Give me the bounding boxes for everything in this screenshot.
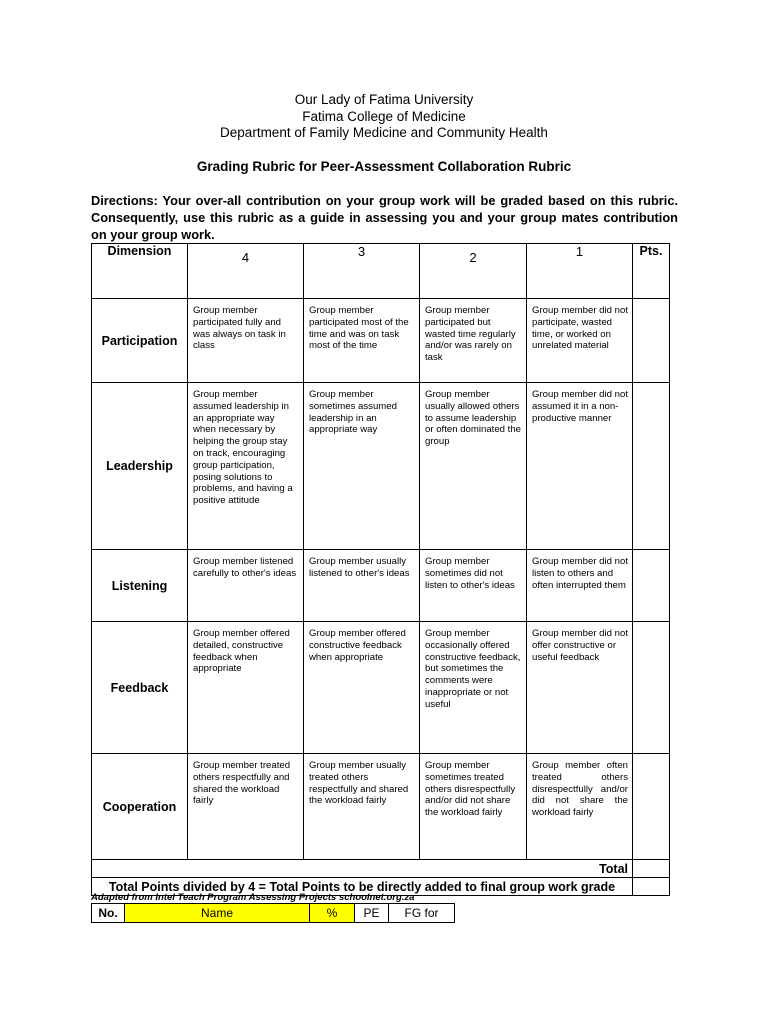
rubric-row-listening (92, 550, 670, 622)
score-col-pe: PE (355, 904, 389, 923)
criteria-cell: Group member did not listen to others and often interrupted them (527, 550, 633, 622)
score-header-row (92, 904, 455, 923)
criteria-cell: Group member sometimes assumed leadership in an appropriate way (304, 383, 420, 550)
criteria-cell: Group member assumed leadership in an appropriate way when necessary by helping the group stay on track, encouraging group participation, posing solutions to problems, and having a positive attitude (188, 383, 304, 550)
rubric-row-leadership (92, 383, 670, 550)
header-score-2: 2 (420, 244, 527, 299)
criteria-cell: Group member did not assumed it in a non-productive manner (527, 383, 633, 550)
dimension-label: Listening (92, 550, 188, 622)
score-col-name: Name (125, 904, 310, 923)
points-cell[interactable] (633, 754, 670, 860)
department-name: Department of Family Medicine and Community Health (220, 125, 548, 140)
criteria-cell: Group member treated others respectfully and shared the workload fairly (188, 754, 304, 860)
rubric-header-row (92, 244, 670, 299)
criteria-cell: Group member offered constructive feedback when appropriate (304, 622, 420, 754)
dimension-label: Cooperation (92, 754, 188, 860)
university-name: Our Lady of Fatima University (294, 92, 474, 107)
criteria-cell: Group member usually listened to other's ideas (304, 550, 420, 622)
points-cell[interactable] (633, 622, 670, 754)
criteria-cell: Group member offered detailed, constructive feedback when appropriate (188, 622, 304, 754)
points-cell[interactable] (633, 550, 670, 622)
header-score-1: 1 (527, 244, 633, 299)
criteria-cell: Group member participated most of the time and was on task most of the time (304, 299, 420, 383)
criteria-cell: Group member usually allowed others to assume leadership or often dominated the group (420, 383, 527, 550)
criteria-cell: Group member occasionally offered constructive feedback, but sometimes the comments were inappropriate or not useful (420, 622, 527, 754)
dimension-label: Leadership (92, 383, 188, 550)
college-name: Fatima College of Medicine (302, 108, 466, 124)
header-dimension: Dimension (92, 244, 188, 299)
rubric-row-cooperation (92, 754, 670, 860)
criteria-cell: Group member participated but wasted time regularly and/or was rarely on task (420, 299, 527, 383)
total-label: Total (92, 860, 633, 878)
rubric-total-row (92, 860, 670, 878)
criteria-cell: Group member usually treated others respectfully and shared the workload fairly (304, 754, 420, 860)
document-header (0, 92, 768, 142)
score-col-no: No. (92, 904, 125, 923)
header-points: Pts. (633, 244, 670, 299)
dimension-label: Participation (92, 299, 188, 383)
directions-text: Directions: Your over-all contribution on your group work will be graded based on this rubric. Consequently, use this rubric as a guide in assessing you and your group mates contribution on your group work. (91, 193, 678, 242)
points-cell[interactable] (633, 383, 670, 550)
score-col-fg: FG for (389, 904, 455, 923)
score-table (91, 903, 455, 923)
score-col-percent: % (310, 904, 355, 923)
criteria-cell: Group member participated fully and was always on task in class (188, 299, 304, 383)
final-points-cell[interactable] (633, 878, 670, 896)
criteria-cell: Group member did not participate, wasted time, or worked on unrelated material (527, 299, 633, 383)
criteria-cell: Group member sometimes treated others disrespectfully and/or did not share the workload fairly (420, 754, 527, 860)
rubric-row-participation (92, 299, 670, 383)
document-title: Grading Rubric for Peer-Assessment Collaboration Rubric (196, 159, 572, 174)
header-score-4: 4 (188, 244, 304, 299)
criteria-cell: Group member listened carefully to other's ideas (188, 550, 304, 622)
dimension-label: Feedback (92, 622, 188, 754)
criteria-cell: Group member often treated others disrespectfully and/or did not share the workload fairly (527, 754, 633, 860)
adapted-source-note: Adapted from Intel Teach Program Assessing Projects schoolnet.org.za (91, 892, 415, 903)
rubric-table (91, 243, 670, 896)
final-grade-label: Total Points divided by 4 = Total Points to be directly added to final group work grade (92, 878, 633, 896)
points-cell[interactable] (633, 299, 670, 383)
header-score-3: 3 (304, 244, 420, 299)
criteria-cell: Group member did not offer constructive or useful feedback (527, 622, 633, 754)
total-points-cell[interactable] (633, 860, 670, 878)
criteria-cell: Group member sometimes did not listen to other's ideas (420, 550, 527, 622)
rubric-row-feedback (92, 622, 670, 754)
